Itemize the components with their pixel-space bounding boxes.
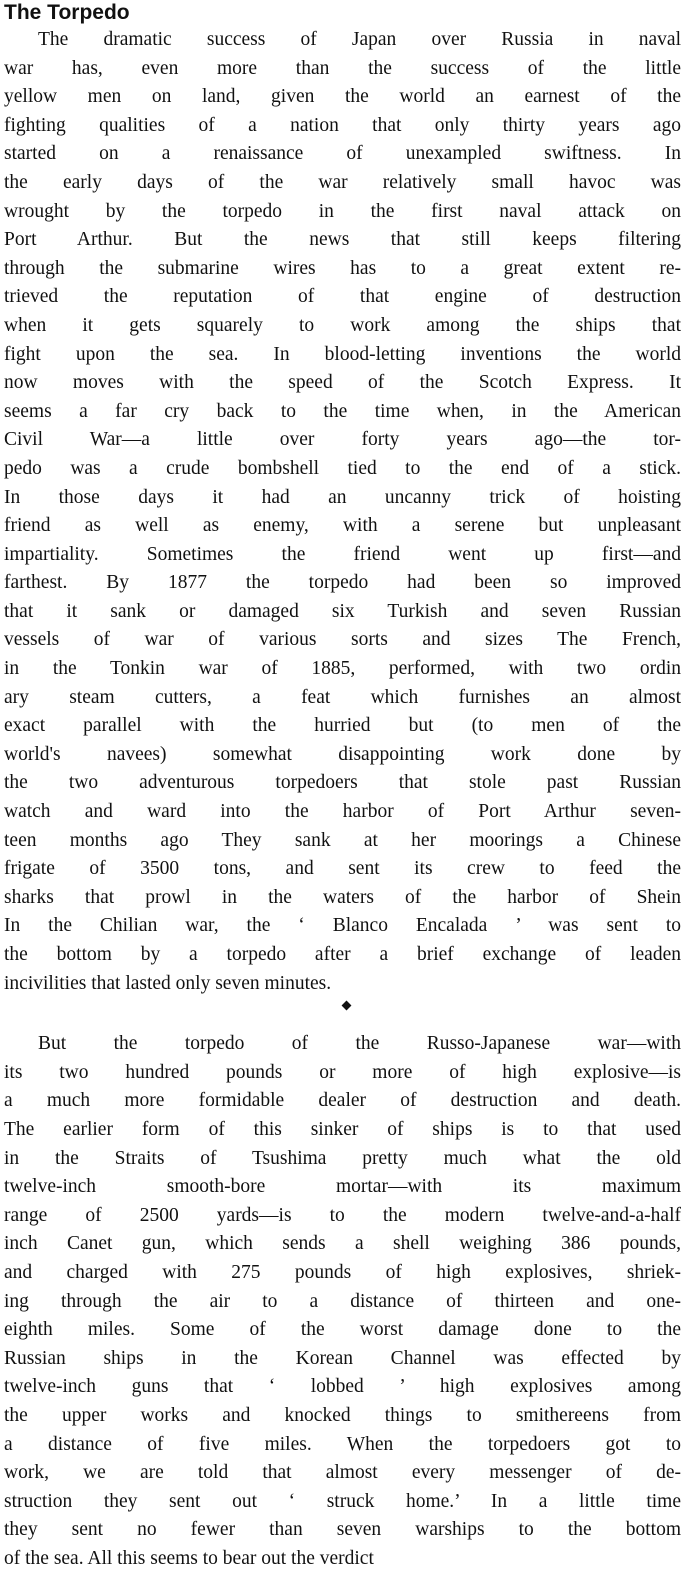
text-line: friend as well as enemy, with a serene but unpleasant: [4, 515, 681, 537]
text-line: frigate of 3500 tons, and sent its crew to feed the: [4, 858, 681, 880]
text-line: twelve-inch guns that ‘ lobbed ’ high explosives among: [4, 1376, 681, 1398]
text-line: teen months ago They sank at her moorings a Chinese: [4, 829, 681, 851]
text-line: Civil War—a little over forty years ago—the tor-: [4, 429, 681, 451]
text-line: pedo was a crude bombshell tied to the end of a stick.: [4, 457, 681, 479]
text-line: wrought by the torpedo in the first naval attack on: [4, 200, 681, 222]
text-line: farthest. By 1877 the torpedo had been so improved: [4, 572, 681, 594]
text-line: in the Tonkin war of 1885, performed, with two ordin: [4, 658, 681, 680]
text-line: through the submarine wires has to a great extent re-: [4, 257, 681, 279]
text-line: twelve-inch smooth-bore mortar—with its maximum: [4, 1176, 681, 1198]
text-line: a distance of five miles. When the torpedoers got to: [4, 1433, 681, 1455]
text-line: now moves with the speed of the Scotch Express. It: [4, 372, 681, 394]
text-line: But the torpedo of the Russo-Japanese war—with: [38, 1033, 681, 1055]
text-line: the early days of the war relatively small havoc was: [4, 171, 681, 193]
text-line: trieved the reputation of that engine of destruction: [4, 286, 681, 308]
paragraph-2: [4, 1030, 681, 1573]
article-title: The Torpedo: [4, 1, 130, 24]
text-line: work, we are told that almost every messenger of de-: [4, 1462, 681, 1484]
text-line: when it gets squarely to work among the ships that: [4, 314, 681, 336]
separator-dot-icon: [342, 1001, 352, 1011]
text-line: the upper works and knocked things to smithereens from: [4, 1404, 681, 1426]
text-line: eighth miles. Some of the worst damage done to the: [4, 1319, 681, 1341]
text-line: fighting qualities of a nation that only thirty years ago: [4, 114, 681, 136]
text-line: struction they sent out ‘ struck home.’ In a little time: [4, 1490, 681, 1512]
text-line: In the Chilian war, the ‘ Blanco Encalada ’ was sent to: [4, 915, 681, 937]
text-line: inch Canet gun, which sends a shell weighing 386 pounds,: [4, 1233, 681, 1255]
text-line: incivilities that lasted only seven minutes.: [4, 972, 332, 994]
paragraph-1: [4, 26, 681, 998]
text-line: sharks that prowl in the waters of the harbor of Shein: [4, 886, 681, 908]
text-line: in the Straits of Tsushima pretty much what the old: [4, 1147, 681, 1169]
text-line: the two adventurous torpedoers that stole past Russian: [4, 772, 681, 794]
text-line: of the sea. All this seems to bear out the verdict: [4, 1547, 374, 1569]
text-line: war has, even more than the success of the little: [4, 57, 681, 79]
text-line: that it sank or damaged six Turkish and seven Russian: [4, 600, 681, 622]
text-line: Russian ships in the Korean Channel was effected by: [4, 1347, 681, 1369]
text-line: vessels of war of various sorts and sizes The French,: [4, 629, 681, 651]
text-line: impartiality. Sometimes the friend went up first—and: [4, 543, 681, 565]
text-line: world's navees) somewhat disappointing work done by: [4, 743, 681, 765]
text-line: yellow men on land, given the world an earnest of the: [4, 86, 681, 108]
text-line: fight upon the sea. In blood-letting inventions the world: [4, 343, 681, 365]
text-line: In those days it had an uncanny trick of hoisting: [4, 486, 681, 508]
text-line: exact parallel with the hurried but (to men of the: [4, 715, 681, 737]
text-line: Port Arthur. But the news that still keeps filtering: [4, 229, 681, 251]
section-separator: [4, 998, 681, 1024]
text-line: range of 2500 yards—is to the modern twelve-and-a-half: [4, 1204, 681, 1226]
text-line: The dramatic success of Japan over Russia in naval: [38, 29, 681, 50]
text-line: they sent no fewer than seven warships to the bottom: [4, 1519, 681, 1541]
text-line: ing through the air to a distance of thirteen and one-: [4, 1290, 681, 1312]
text-line: ary steam cutters, a feat which furnishes an almost: [4, 686, 681, 708]
text-line: The earlier form of this sinker of ships is to that used: [4, 1118, 681, 1140]
text-line: seems a far cry back to the time when, in the American: [4, 400, 681, 422]
text-line: the bottom by a torpedo after a brief exchange of leaden: [4, 944, 681, 965]
text-line: watch and ward into the harbor of Port Arthur seven-: [4, 801, 681, 823]
text-line: and charged with 275 pounds of high explosives, shriek-: [4, 1261, 681, 1283]
text-line: started on a renaissance of unexampled swiftness. In: [4, 143, 681, 165]
text-line: a much more formidable dealer of destruction and death.: [4, 1090, 681, 1112]
text-line: its two hundred pounds or more of high explosive—is: [4, 1061, 681, 1083]
